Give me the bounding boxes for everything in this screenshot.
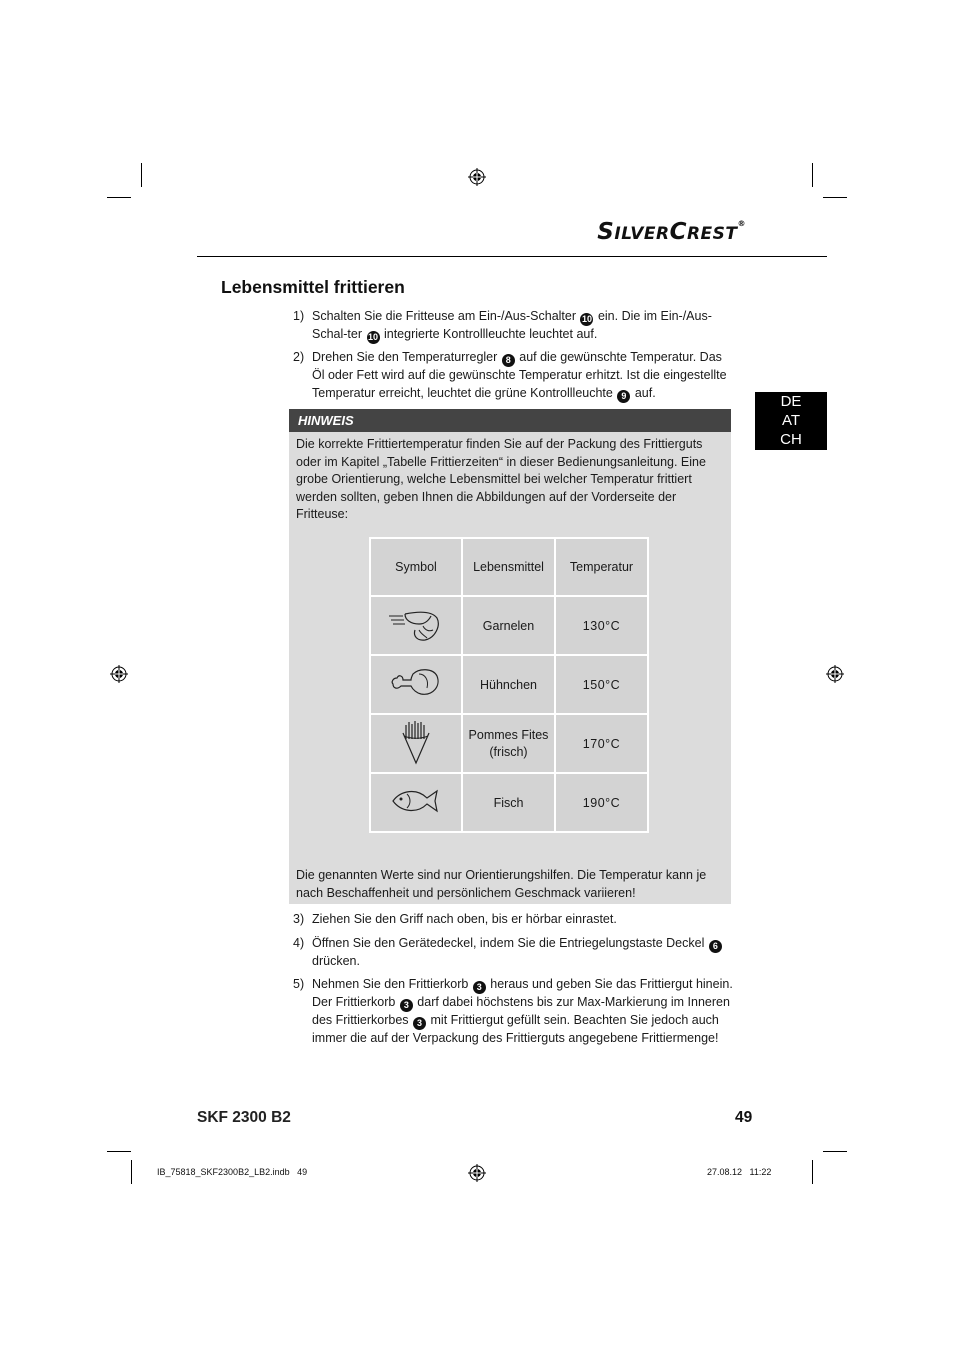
- crop-mark: [812, 163, 813, 187]
- crop-mark: [812, 1160, 813, 1184]
- temperature-cell: 190°C: [555, 773, 648, 832]
- step-text-part: ein. Die im Ein-/Aus-Schal-ter: [312, 309, 712, 341]
- crop-mark: [107, 1151, 131, 1152]
- registered-mark: ®: [737, 219, 746, 228]
- step-text-part: heraus und geben Sie das Frittiergut hinein. Der Frittierkorb: [312, 977, 733, 1009]
- step-item: [293, 935, 733, 971]
- registration-mark-icon: [468, 168, 486, 186]
- temperature-cell: 130°C: [555, 596, 648, 655]
- registration-mark-icon: [468, 1164, 486, 1182]
- step-text-part: mit Frittiergut gefüllt sein. Beachten Sie jedoch auch immer die auf der Verpackung des Frittierguts angegebene Frittiermenge!: [312, 1013, 719, 1045]
- note-heading: HINWEIS: [289, 409, 731, 432]
- part-reference-badge: 3: [400, 999, 413, 1012]
- table-row: [370, 596, 648, 655]
- step-item: [293, 911, 733, 929]
- french-fries-icon: [399, 719, 433, 765]
- step-text: [312, 976, 733, 1048]
- chicken-leg-icon: [389, 664, 443, 702]
- symbol-cell: [370, 655, 462, 714]
- fish-icon: [389, 786, 443, 816]
- brand-logo: [586, 219, 746, 245]
- step-text: [312, 349, 733, 403]
- note-intro: Die korrekte Frittiertemperatur finden Sie auf der Packung des Frittierguts oder im Kapitel „Tabelle Frittierzeiten“ in dieser Bedienungsanleitung. Eine grobe Orientierung, welche Lebensmittel bei welcher Temperatur frittiert werden sollten, geben Ihnen die Abbildungen auf der Vorderseite der Fritteuse:: [296, 437, 706, 521]
- crop-mark: [141, 163, 142, 187]
- brand-part: REST: [686, 224, 738, 244]
- header-rule: [197, 256, 827, 257]
- step-item: [293, 349, 733, 403]
- table-header-row: [370, 538, 648, 596]
- brand-part: ILVER: [614, 224, 670, 244]
- symbol-cell: [370, 714, 462, 773]
- table-row: [370, 773, 648, 832]
- frying-temperature-table: [369, 537, 649, 833]
- part-reference-badge: 8: [502, 354, 515, 367]
- table-header-cell: Temperatur: [555, 538, 648, 596]
- step-text-part: Nehmen Sie den Frittierkorb: [312, 977, 472, 991]
- step-item: [293, 976, 733, 1048]
- registration-mark-icon: [110, 665, 128, 683]
- part-reference-badge: 10: [581, 314, 592, 324]
- shrimp-icon: [387, 604, 445, 644]
- print-slug-date: 27.08.12 11:22: [707, 1167, 772, 1177]
- language-code: AT: [781, 412, 801, 429]
- table-row: [370, 655, 648, 714]
- temperature-cell: 170°C: [555, 714, 648, 773]
- step-number: 2): [293, 350, 305, 364]
- step-number: 3): [293, 912, 305, 926]
- step-text-part: darf dabei höchstens bis zur Max-Markierung im Inneren des Frittierkorbes: [312, 995, 730, 1027]
- crop-mark: [107, 197, 131, 198]
- food-cell: Hühnchen: [462, 655, 555, 714]
- part-reference-badge: 10: [367, 332, 378, 342]
- temperature-cell: 150°C: [555, 655, 648, 714]
- step-number: 4): [293, 936, 305, 950]
- section-title: Lebensmittel frittieren: [221, 277, 405, 297]
- table-row: [370, 714, 648, 773]
- crop-mark: [823, 197, 847, 198]
- print-slug-file: IB_75818_SKF2300B2_LB2.indb 49: [157, 1167, 308, 1177]
- step-text-part: integrierte Kontrollleuchte leuchtet auf.: [380, 327, 598, 341]
- registration-mark-icon: [826, 665, 844, 683]
- part-reference-badge: 9: [617, 390, 630, 403]
- step-text-part: drücken.: [312, 954, 360, 968]
- step-number: 5): [293, 977, 305, 991]
- table-header-cell: Symbol: [370, 538, 462, 596]
- step-text-part: Drehen Sie den Temperaturregler: [312, 350, 501, 364]
- language-tab: [755, 392, 827, 450]
- step-text: [312, 911, 733, 929]
- table-header-cell: Lebensmittel: [462, 538, 555, 596]
- brand-initial: S: [597, 219, 615, 245]
- part-reference-badge: 3: [473, 981, 486, 994]
- step-text-part: Schalten Sie die Fritteuse am Ein-/Aus-Schalter: [312, 309, 580, 323]
- note-outro: Die genannten Werte sind nur Orientierungshilfen. Die Temperatur kann je nach Beschaffenheit und persönlichem Geschmack variieren!: [296, 868, 707, 900]
- step-text: [312, 308, 733, 344]
- language-code: CH: [780, 431, 802, 448]
- symbol-cell: [370, 596, 462, 655]
- step-item: [293, 308, 733, 344]
- step-text-part: auf.: [631, 385, 656, 400]
- page-number: 49: [735, 1109, 753, 1126]
- food-cell: Fisch: [462, 773, 555, 832]
- step-text: [312, 935, 733, 971]
- crop-mark: [131, 1160, 132, 1184]
- brand-initial: C: [669, 219, 687, 245]
- step-text-part: Öffnen Sie den Gerätedeckel, indem Sie die Entriegelungstaste Deckel: [312, 936, 708, 950]
- part-reference-badge: 6: [709, 940, 722, 953]
- symbol-cell: [370, 773, 462, 832]
- step-text-part: Ziehen Sie den Griff nach oben, bis er hörbar einrastet.: [312, 912, 617, 926]
- food-cell: Pommes Fites (frisch): [462, 714, 555, 773]
- language-code: DE: [780, 393, 802, 410]
- food-cell: Garnelen: [462, 596, 555, 655]
- part-reference-badge: 3: [413, 1017, 426, 1030]
- crop-mark: [823, 1151, 847, 1152]
- step-text-part: auf die gewünschte Temperatur. Das Öl oder Fett wird auf die gewünschte Temperatur erhitzt. Ist die eingestellte Temperatur erreicht, leuchtet die grüne Kontrollleuchte: [312, 350, 727, 400]
- model-number: SKF 2300 B2: [197, 1109, 291, 1126]
- step-number: 1): [293, 309, 305, 323]
